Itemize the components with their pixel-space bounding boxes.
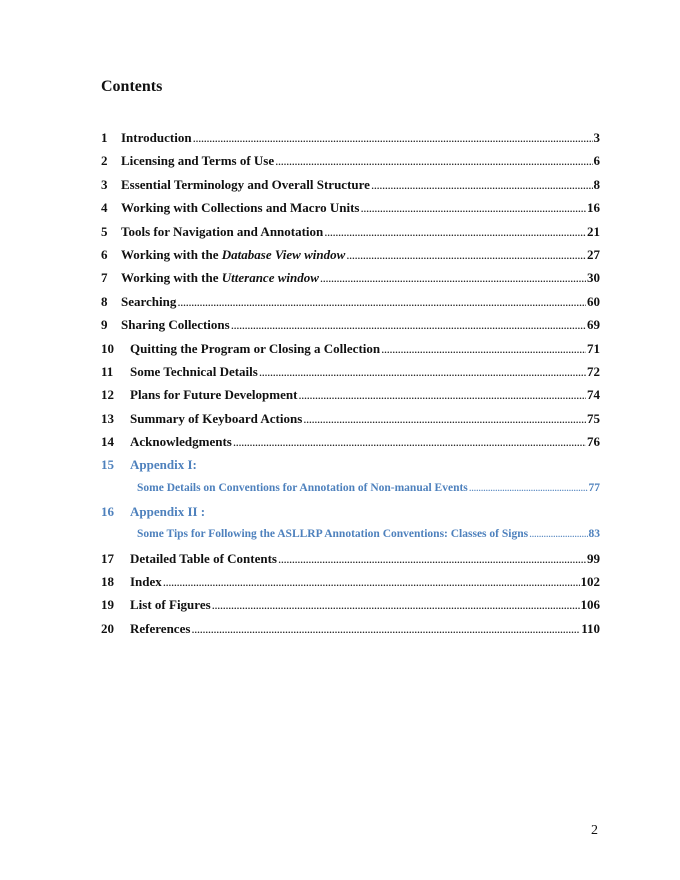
dot-leader (381, 337, 586, 360)
dot-leader (320, 266, 586, 289)
dot-leader (346, 243, 586, 266)
toc-entry-index[interactable] (101, 570, 600, 593)
toc-entry-appendix-1[interactable] (101, 453, 600, 476)
toc-entry-sharing[interactable] (101, 313, 600, 336)
toc-entry-page: 6 (593, 153, 600, 169)
toc-entry-number: 7 (101, 270, 108, 286)
page-number: 2 (591, 823, 598, 838)
toc-entry-label: Introduction (121, 130, 192, 145)
toc-entry-label: Working with Collections and Macro Units (121, 200, 360, 216)
toc-entry-appendix-2-detail[interactable] (101, 523, 600, 546)
toc-entry-label: Acknowledgments (130, 434, 232, 450)
toc-entry-number: 1 (101, 130, 108, 145)
dot-leader (275, 149, 592, 172)
toc-entry-label (121, 266, 319, 289)
toc-entry-number: 2 (101, 153, 108, 169)
dot-leader (303, 407, 586, 430)
toc-entry-label: Essential Terminology and Overall Structure (121, 176, 370, 192)
toc-entry-page: 21 (587, 223, 600, 239)
toc-entry-label (121, 243, 345, 266)
toc-entry-number: 19 (101, 597, 114, 613)
toc-entry-list-of-figures[interactable] (101, 593, 600, 616)
toc-entry-page: 83 (588, 528, 600, 541)
toc-entry-number: 18 (101, 574, 114, 590)
toc-entry-quitting[interactable] (101, 337, 600, 360)
toc-entry-page: 106 (580, 597, 600, 613)
dot-leader (324, 220, 586, 243)
toc-entry-label-italic: Utterance window (221, 270, 319, 286)
toc-entry-page: 77 (588, 481, 600, 494)
toc-entry-label: References (130, 620, 191, 636)
dot-leader (298, 383, 586, 406)
dot-leader (177, 290, 586, 313)
toc-entry-page: 72 (587, 363, 600, 379)
toc-entry-page: 3 (593, 130, 600, 145)
toc-entry-label: Detailed Table of Contents (130, 550, 277, 566)
toc-entry-number: 17 (101, 550, 114, 566)
toc-entry-label: Tools for Navigation and Annotation (121, 223, 324, 239)
dot-leader (259, 360, 586, 383)
toc-entry-page: 102 (580, 574, 600, 590)
toc-entry-number: 11 (101, 363, 114, 379)
dot-leader (469, 477, 588, 500)
dot-leader (193, 126, 593, 149)
toc-entry-page: 99 (587, 550, 600, 566)
toc-entry-page: 75 (587, 410, 600, 426)
dot-leader (212, 593, 580, 616)
toc-entry-label: List of Figures (130, 597, 211, 613)
toc-entry-label: Appendix II : (130, 504, 206, 520)
dot-leader (371, 173, 593, 196)
toc-entry-page: 74 (587, 387, 600, 403)
toc-entry-page: 27 (587, 246, 600, 262)
dot-leader (360, 196, 586, 219)
toc-title: Contents (101, 78, 163, 95)
toc-entry-terminology[interactable] (101, 173, 600, 196)
toc-entry-number: 5 (101, 223, 108, 239)
toc-entry-number: 3 (101, 176, 108, 192)
toc-entry-label-text: Working with the (121, 270, 222, 286)
toc-entry-page: 110 (581, 620, 600, 636)
toc-entry-number: 14 (101, 434, 114, 450)
dot-leader (163, 570, 580, 593)
toc-entry-label: Index (130, 574, 162, 590)
toc-entry-searching[interactable] (101, 290, 600, 313)
toc-entry-introduction[interactable] (101, 126, 600, 149)
dot-leader (191, 617, 580, 640)
toc-entry-licensing[interactable] (101, 149, 600, 172)
toc-entry-utterance-window[interactable] (101, 266, 600, 289)
toc-entry-label: Appendix I: (130, 457, 197, 473)
toc-entry-keyboard-actions[interactable] (101, 407, 600, 430)
toc-entry-number: 4 (101, 200, 108, 216)
toc-entry-number: 10 (101, 340, 114, 356)
dot-leader (529, 523, 587, 546)
toc-entry-number: 12 (101, 387, 114, 403)
table-of-contents (101, 126, 600, 640)
toc-entry-label: Some Tips for Following the ASLLRP Annotation Conventions: Classes of Signs (137, 528, 529, 541)
toc-entry-future-development[interactable] (101, 383, 600, 406)
toc-entry-label: Quitting the Program or Closing a Collection (130, 340, 381, 356)
dot-leader (233, 430, 586, 453)
toc-entry-page: 60 (587, 293, 600, 309)
toc-entry-number: 15 (101, 457, 114, 473)
toc-entry-label-italic: Database View window (221, 246, 346, 262)
toc-entry-number: 16 (101, 504, 114, 520)
toc-entry-label: Searching (121, 293, 177, 309)
toc-entry-page: 71 (587, 340, 600, 356)
dot-leader (231, 313, 586, 336)
toc-entry-references[interactable] (101, 617, 600, 640)
toc-entry-number: 9 (101, 317, 108, 333)
toc-entry-page: 76 (587, 434, 600, 450)
toc-entry-label: Some Technical Details (130, 363, 258, 379)
toc-entry-label-text: Working with the (121, 246, 222, 262)
toc-entry-number: 8 (101, 293, 108, 309)
toc-entry-label: Summary of Keyboard Actions (130, 410, 303, 426)
toc-entry-page: 16 (587, 200, 600, 216)
toc-entry-appendix-2[interactable] (101, 500, 600, 523)
toc-entry-label: Some Details on Conventions for Annotation of Non-manual Events (137, 481, 468, 494)
toc-entry-collections[interactable] (101, 196, 600, 219)
toc-entry-number: 13 (101, 410, 114, 426)
toc-entry-label: Licensing and Terms of Use (121, 153, 275, 169)
toc-entry-label: Plans for Future Development (130, 387, 298, 403)
toc-entry-database-view[interactable] (101, 243, 600, 266)
toc-entry-technical-details[interactable] (101, 360, 600, 383)
dot-leader (278, 547, 586, 570)
toc-entry-acknowledgments[interactable] (101, 430, 600, 453)
toc-entry-page: 69 (587, 317, 600, 333)
toc-entry-label: Sharing Collections (121, 317, 230, 333)
toc-entry-page: 8 (593, 176, 600, 192)
toc-entry-number: 20 (101, 620, 114, 636)
toc-entry-tools[interactable] (101, 220, 600, 243)
toc-entry-appendix-1-detail[interactable] (101, 477, 600, 500)
toc-entry-page: 30 (587, 270, 600, 286)
toc-entry-detailed-toc[interactable] (101, 547, 600, 570)
toc-entry-number: 6 (101, 246, 108, 262)
